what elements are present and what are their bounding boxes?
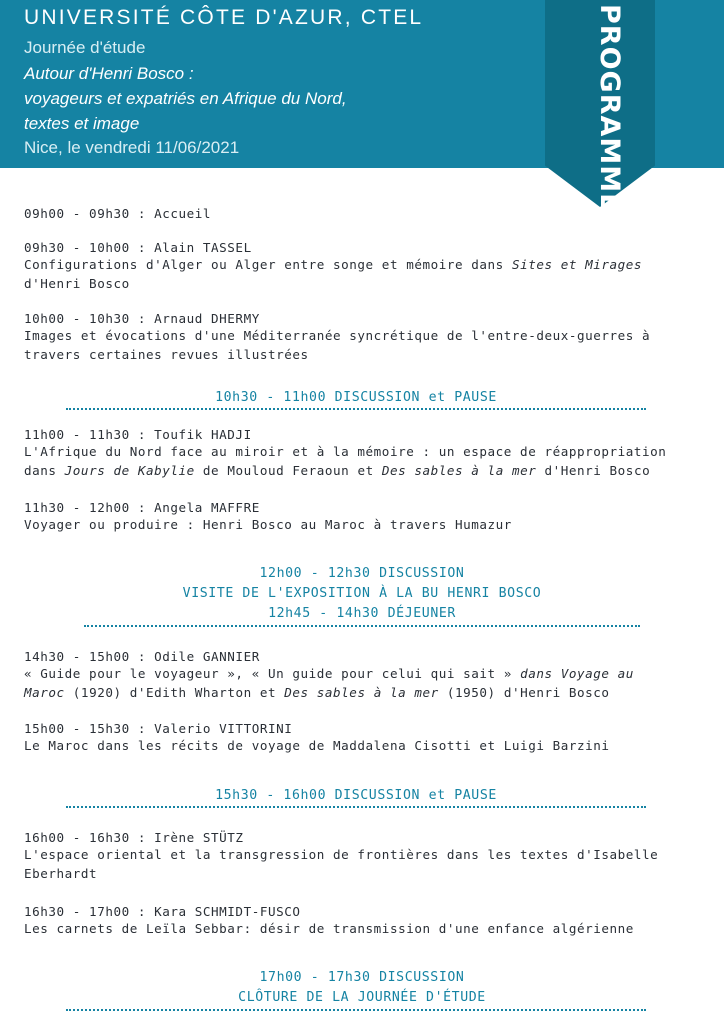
- slot-title: Voyager ou produire : Henri Bosco au Maroc à travers Humazur: [24, 517, 512, 532]
- slot-title: L'Afrique du Nord face au miroir et à la mémoire : un espace de réappropriation: [24, 444, 667, 459]
- midday-line-2: VISITE DE L'EXPOSITION À LA BU HENRI BOSCO: [182, 586, 542, 601]
- event-type: Journée d'étude: [24, 38, 146, 57]
- dotted-divider: [66, 1009, 646, 1011]
- slot-title: [24, 683, 714, 702]
- slot-time: 11h00 - 11h30 : Toufik HADJI: [24, 427, 252, 442]
- title-text: dans: [24, 463, 65, 478]
- closing-line-2: CLÔTURE DE LA JOURNÉE D'ÉTUDE: [238, 990, 486, 1005]
- slot-gannier: [24, 649, 714, 702]
- title-text: (1950) d'Henri Bosco: [438, 685, 610, 700]
- title-italic: Des sables à la mer: [381, 463, 537, 478]
- slot-time: 11h30 - 12h00 : Angela MAFFRE: [24, 500, 260, 515]
- event-title-line-1: Autour d'Henri Bosco :: [24, 64, 194, 83]
- title-text: (1920) d'Edith Wharton et: [64, 685, 285, 700]
- slot-title: [24, 255, 714, 274]
- dotted-divider: [84, 625, 640, 627]
- slot-title: Les carnets de Leïla Sebbar: désir de transmission d'une enfance algérienne: [24, 921, 634, 936]
- closing-line-1: 17h00 - 17h30 DISCUSSION: [259, 970, 465, 985]
- title-text: « Guide pour le voyageur », « Un guide pour celui qui sait »: [24, 666, 521, 681]
- slot-title: [24, 461, 714, 480]
- title-italic: dans Voyage au: [520, 666, 634, 681]
- title-italic: Des sables à la mer: [284, 685, 439, 700]
- slot-schmidt-fusco: [24, 904, 714, 938]
- slot-time: 14h30 - 15h00 : Odile GANNIER: [24, 649, 260, 664]
- title-italic: Sites et Mirages: [511, 257, 643, 272]
- slot-hadji: [24, 427, 714, 480]
- title-italic: Jours de Kabylie: [64, 463, 195, 478]
- title-text: d'Henri Bosco: [536, 463, 651, 478]
- slot-time: 15h00 - 15h30 : Valerio VITTORINI: [24, 721, 293, 736]
- slot-stutz: [24, 830, 714, 883]
- slot-title: [24, 664, 714, 683]
- slot-title: L'espace oriental et la transgression de frontières dans les textes d'Isabelle: [24, 847, 659, 862]
- event-place-date: Nice, le vendredi 11/06/2021: [24, 138, 240, 157]
- title-text: Configurations d'Alger ou Alger entre songe et mémoire dans: [24, 257, 512, 272]
- slot-title: Eberhardt: [24, 866, 98, 881]
- slot-title: d'Henri Bosco: [24, 276, 130, 291]
- slot-time: 09h00 - 09h30 : Accueil: [24, 206, 212, 221]
- slot-time: 10h00 - 10h30 : Arnaud DHERMY: [24, 311, 260, 326]
- slot-time: 16h00 - 16h30 : Irène STÜTZ: [24, 830, 244, 845]
- slot-title: Images et évocations d'une Méditerranée syncrétique de l'entre-deux-guerres à: [24, 328, 651, 343]
- pause-1: 10h30 - 11h00 DISCUSSION et PAUSE: [215, 390, 497, 405]
- title-italic: Maroc: [24, 685, 65, 700]
- event-title-line-2: voyageurs et expatriés en Afrique du Nord,: [24, 89, 347, 108]
- slot-time: 09h30 - 10h00 : Alain TASSEL: [24, 240, 252, 255]
- title-text: de Mouloud Feraoun et: [194, 463, 382, 478]
- event-title-line-3: textes et image: [24, 114, 140, 133]
- midday-line-3: 12h45 - 14h30 DÉJEUNER: [268, 606, 456, 621]
- ribbon-label: PROGRAMME: [594, 4, 625, 213]
- slot-title: Le Maroc dans les récits de voyage de Maddalena Cisotti et Luigi Barzini: [24, 738, 610, 753]
- slot-time: 16h30 - 17h00 : Kara SCHMIDT-FUSCO: [24, 904, 301, 919]
- slot-accueil: [24, 206, 714, 221]
- midday-line-1: 12h00 - 12h30 DISCUSSION: [259, 566, 465, 581]
- slot-maffre: [24, 500, 714, 534]
- slot-title: travers certaines revues illustrées: [24, 347, 309, 362]
- slot-vittorini: [24, 721, 714, 755]
- dotted-divider: [66, 408, 646, 410]
- slot-dhermy: [24, 311, 714, 364]
- university-name: UNIVERSITÉ CÔTE D'AZUR, CTEL: [24, 6, 424, 29]
- slot-tassel: [24, 240, 714, 293]
- dotted-divider: [66, 806, 646, 808]
- pause-2: 15h30 - 16h00 DISCUSSION et PAUSE: [215, 788, 497, 803]
